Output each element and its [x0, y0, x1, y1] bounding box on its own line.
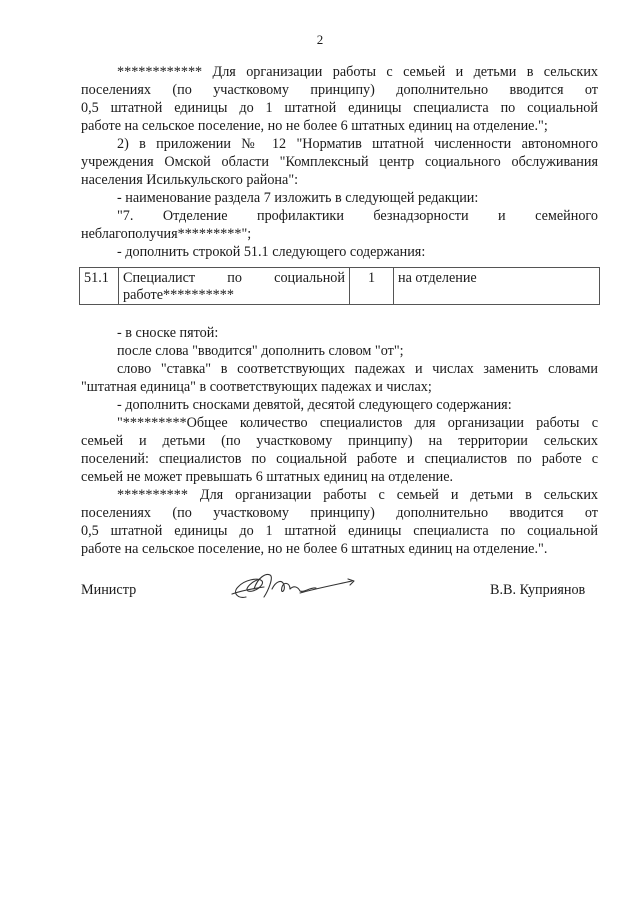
text-line: населения Исилькульского района": [81, 172, 299, 188]
row-number: 51.1 [80, 268, 119, 305]
text-line: поселениях (по участковому принципу) дополнительно вводится от [81, 505, 598, 521]
row-position-name [119, 268, 350, 305]
row-position-name-line1: Специалист по социальной [123, 270, 345, 286]
text-line: слово "ставка" в соответствующих падежах и числах заменить словами [117, 361, 598, 377]
text-line: неблагополучия*********"; [81, 226, 252, 242]
signatory-name: В.В. Куприянов [490, 582, 586, 598]
text-line: "штатная единица" в соответствующих падежах и числах; [81, 379, 432, 395]
text-line: учреждения Омской области "Комплексный центр социального обслуживания [81, 154, 598, 170]
text-line: - дополнить сносками девятой, десятой следующего содержания: [117, 397, 512, 413]
text-line: - наименование раздела 7 изложить в следующей редакции: [117, 190, 479, 206]
text-line: работе на сельское поселение, но не более 6 штатных единиц на отделение.". [81, 541, 548, 557]
text-line: - дополнить строкой 51.1 следующего содержания: [117, 244, 426, 260]
text-line: ********** Для организации работы с семьей и детьми в сельских [117, 487, 598, 503]
text-line: "7. Отделение профилактики безнадзорности и семейного [117, 208, 598, 224]
handwritten-signature [224, 567, 364, 607]
staffing-table [79, 267, 600, 305]
row-unit: на отделение [394, 268, 600, 305]
text-line: 0,5 штатной единицы до 1 штатной единицы специалиста по социальной [81, 523, 598, 539]
text-line: "*********Общее количество специалистов для организации работы с [117, 415, 598, 431]
text-line: поселениях (по участковому принципу) дополнительно вводится от [81, 82, 598, 98]
signatory-position: Министр [81, 582, 137, 598]
text-line: после слова "вводится" дополнить словом "от"; [117, 343, 404, 359]
page-number: 2 [316, 32, 324, 47]
text-line: работе на сельское поселение, но не более 6 штатных единиц на отделение."; [81, 118, 548, 134]
text-line: семьей и детьми (по участковому принципу) на территории сельских [81, 433, 598, 449]
table-row [80, 268, 600, 305]
text-line: 0,5 штатной единицы до 1 штатной единицы специалиста по социальной [81, 100, 598, 116]
text-line: поселений: специалистов по социальной работе и специалистов по работе с [81, 451, 598, 467]
text-line: семьей не может превышать 6 штатных единиц на отделение. [81, 469, 454, 485]
row-quantity: 1 [350, 268, 394, 305]
text-line: 2) в приложении № 12 "Норматив штатной численности автономного [117, 136, 598, 152]
text-line: ************ Для организации работы с семьей и детьми в сельских [117, 64, 598, 80]
row-position-name-line2: работе********** [123, 287, 234, 303]
text-line: - в сноске пятой: [117, 325, 219, 341]
